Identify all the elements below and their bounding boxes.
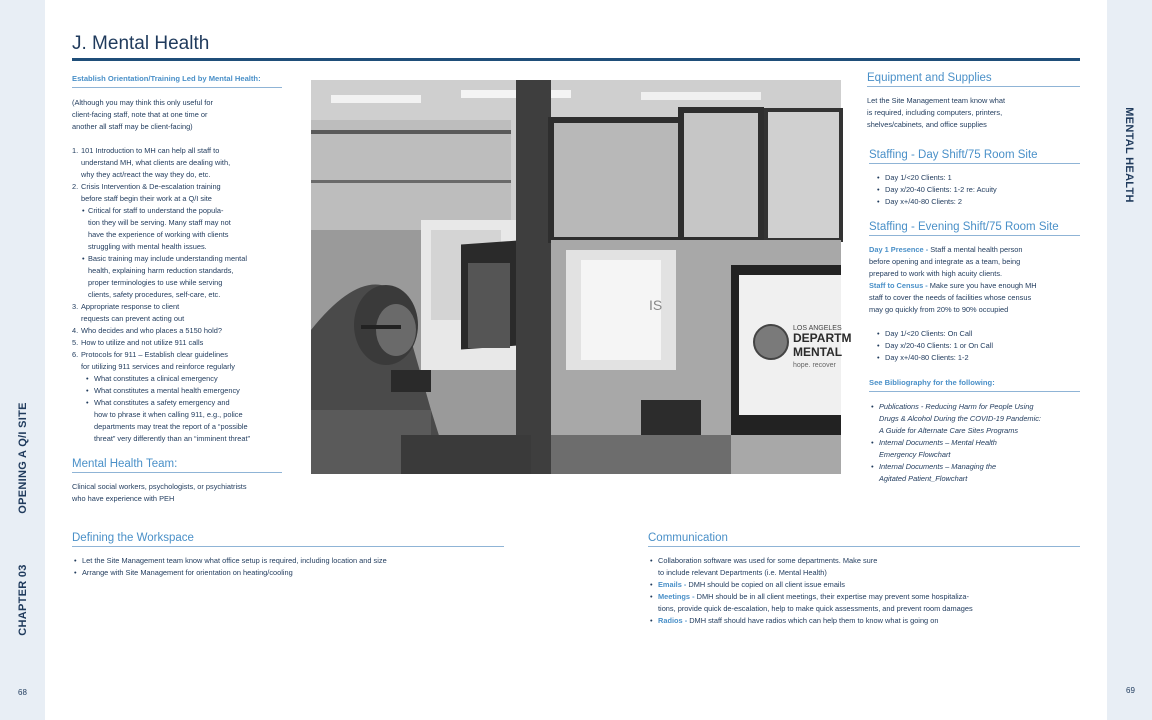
intro-line: (Although you may think this only useful for — [72, 98, 213, 107]
sign-line: MENTAL — [793, 345, 843, 359]
bibliography-heading: See Bibliography for the following: — [869, 377, 1080, 392]
list-line: • Basic training may include understanding mental — [88, 254, 247, 263]
protocol-sublist — [84, 373, 282, 445]
list-line: why they act/react the way they do, etc. — [81, 170, 211, 179]
orientation-heading: Establish Orientation/Training Led by Mental Health: — [72, 73, 282, 88]
list-line: Appropriate response to client — [81, 302, 180, 311]
census-text: Make sure you have enough MH — [927, 281, 1037, 290]
day-shift-section — [869, 149, 1080, 208]
item-number: 5. — [72, 338, 79, 347]
list-item — [648, 591, 1080, 615]
intro-line: another all staff may be client-facing) — [72, 122, 193, 131]
census-label: Staff to Census - — [869, 281, 928, 290]
list-line: • What constitutes a mental health emergency — [94, 386, 240, 395]
list-line: departments may treat the report of a “possible — [94, 422, 248, 431]
bibliography-list — [869, 401, 1080, 485]
list-item — [648, 615, 1080, 627]
item-number: 1. — [72, 146, 79, 155]
list-item — [84, 373, 282, 385]
presence-label: Day 1 Presence - — [869, 245, 929, 254]
list-line: Drugs & Alcohol During the COVID-19 Pandemic: — [879, 414, 1041, 423]
list-line: • Critical for staff to understand the popula- — [88, 206, 224, 215]
chapter-label: CHAPTER 03 — [17, 564, 29, 636]
poster-text: IS — [649, 297, 663, 313]
communication-section — [648, 532, 1080, 627]
radios-text: DMH staff should have radios which can help them to know what is going on — [687, 616, 939, 625]
list-line: Emergency Flowchart — [879, 450, 951, 459]
list-line: have the experience of working with clients — [88, 230, 229, 239]
radios-label: Radios - — [658, 616, 688, 625]
right-section-label: MENTAL HEALTH — [1123, 107, 1135, 203]
list-item: • Day 1/<20 Clients: On Call — [875, 328, 1080, 340]
equipment-heading: Equipment and Supplies — [867, 72, 1080, 87]
list-item — [80, 205, 282, 253]
list-item: • Day x+/40-80 Clients: 2 — [875, 196, 1080, 208]
meetings-text: tions, provide quick de-escalation, help to make quick assessments, and prevent room damages — [658, 604, 973, 613]
training-sublist — [80, 205, 282, 301]
evening-shift-list — [875, 328, 1080, 364]
evening-shift-heading: Staffing - Evening Shift/75 Room Site — [869, 221, 1080, 236]
list-item — [72, 325, 282, 337]
list-line: for utilizing 911 services and reinforce regularly — [81, 362, 235, 371]
list-item — [72, 301, 282, 325]
evening-shift-section — [869, 221, 1080, 364]
list-line: A Guide for Alternate Care Sites Programs — [879, 426, 1019, 435]
list-line: how to phrase it when calling 911, e.g., police — [94, 410, 243, 419]
list-line: • Publications - Reducing Harm for People Using — [879, 402, 1034, 411]
meetings-text: DMH should be in all client meetings, their expertise may prevent some hospitaliza- — [694, 592, 969, 601]
list-line: Protocols for 911 – Establish clear guidelines — [81, 350, 228, 359]
list-line — [658, 591, 1080, 603]
list-line: proper terminologies to use while serving — [88, 278, 223, 287]
sign-line: DEPARTM — [793, 331, 852, 345]
list-item — [84, 385, 282, 397]
list-line: struggling with mental health issues. — [88, 242, 207, 251]
list-item: • Day x/20-40 Clients: 1-2 re: Acuity — [875, 184, 1080, 196]
equipment-line: is required, including computers, printers, — [867, 108, 1003, 117]
day-shift-heading: Staffing - Day Shift/75 Room Site — [869, 149, 1080, 164]
list-line: • Internal Documents – Mental Health — [879, 438, 997, 447]
title-rule — [72, 58, 1080, 61]
team-line: who have experience with PEH — [72, 494, 175, 503]
list-item — [869, 401, 1080, 437]
list-line — [658, 615, 1080, 627]
list-item — [869, 437, 1080, 461]
list-item — [72, 337, 282, 349]
item-number: 2. — [72, 182, 79, 191]
page-number-right: 69 — [1126, 686, 1135, 695]
page-title: J. Mental Health — [72, 33, 210, 54]
training-list-continued — [72, 301, 282, 373]
presence-text: prepared to work with high acuity clients. — [869, 269, 1003, 278]
bibliography-section — [869, 377, 1080, 485]
equipment-line: shelves/cabinets, and office supplies — [867, 120, 987, 129]
team-line: Clinical social workers, psychologists, or psychiatrists — [72, 482, 247, 491]
orientation-section — [72, 73, 282, 445]
list-item — [648, 555, 1080, 579]
list-item: • Day x+/40-80 Clients: 1-2 — [875, 352, 1080, 364]
list-item: • Day 1/<20 Clients: 1 — [875, 172, 1080, 184]
list-item — [869, 461, 1080, 485]
list-item: • Day x/20-40 Clients: 1 or On Call — [875, 340, 1080, 352]
list-line: • Internal Documents – Managing the — [879, 462, 997, 471]
list-item — [84, 397, 282, 445]
item-number: 6. — [72, 350, 79, 359]
list-item — [648, 579, 1080, 591]
list-item: • Let the Site Management team know what office setup is required, including location and size — [72, 555, 504, 567]
list-line: health, explaining harm reduction standards, — [88, 266, 234, 275]
list-line: • What constitutes a safety emergency and — [94, 398, 230, 407]
list-line: Who decides and who places a 5150 hold? — [81, 326, 222, 335]
emails-label: Emails - — [658, 580, 687, 589]
intro-line: client-facing staff, note that at one time or — [72, 110, 208, 119]
list-item — [72, 181, 282, 205]
list-line: • What constitutes a clinical emergency — [94, 374, 218, 383]
list-line — [658, 579, 1080, 591]
list-item — [80, 253, 282, 301]
section-label: OPENING A Q/I SITE — [17, 402, 29, 514]
day-shift-list — [875, 172, 1080, 208]
list-line: to include relevant Departments (i.e. Mental Health) — [658, 568, 827, 577]
list-item — [72, 349, 282, 373]
list-line: • Collaboration software was used for some departments. Make sure — [658, 556, 878, 565]
communication-list — [648, 555, 1080, 627]
office-photo — [311, 80, 852, 474]
list-line: threat” very differently than an “imminent threat” — [94, 434, 250, 443]
team-section — [72, 458, 282, 505]
census-text: may go quickly from 20% to 90% occupied — [869, 305, 1009, 314]
meetings-label: Meetings - — [658, 592, 695, 601]
list-line: tion they will be serving. Many staff may not — [88, 218, 231, 227]
workspace-section — [72, 532, 504, 579]
presence-line — [869, 244, 1080, 256]
communication-heading: Communication — [648, 532, 1080, 547]
list-line: before staff begin their work at a Q/I site — [81, 194, 212, 203]
census-text: staff to cover the needs of facilities whose census — [869, 293, 1032, 302]
sign-line: hope. recover — [793, 362, 836, 369]
list-line: clients, safety procedures, self-care, etc. — [88, 290, 221, 299]
list-line: Crisis Intervention & De-escalation training — [81, 182, 221, 191]
list-line: How to utilize and not utilize 911 calls — [81, 338, 204, 347]
equipment-line: Let the Site Management team know what — [867, 96, 1006, 105]
presence-text: before opening and integrate as a team, being — [869, 257, 1021, 266]
team-heading: Mental Health Team: — [72, 458, 282, 473]
list-item: • Arrange with Site Management for orientation on heating/cooling — [72, 567, 504, 579]
training-list — [72, 145, 282, 205]
sign-line: LOS ANGELES — [793, 325, 842, 332]
list-item — [72, 145, 282, 181]
list-line: 101 Introduction to MH can help all staff to — [81, 146, 220, 155]
call-center-photo — [311, 80, 852, 474]
item-number: 4. — [72, 326, 79, 335]
presence-text: Staff a mental health person — [928, 245, 1023, 254]
item-number: 3. — [72, 302, 79, 311]
list-line: Agitated Patient_Flowchart — [879, 474, 968, 483]
emails-text: DMH should be copied on all client issue emails — [686, 580, 845, 589]
list-line: understand MH, what clients are dealing with, — [81, 158, 231, 167]
workspace-list — [72, 555, 504, 579]
list-line: requests can prevent acting out — [81, 314, 185, 323]
census-line — [869, 280, 1080, 292]
workspace-heading: Defining the Workspace — [72, 532, 504, 547]
equipment-section — [867, 72, 1080, 131]
page-number-left: 68 — [18, 688, 27, 697]
